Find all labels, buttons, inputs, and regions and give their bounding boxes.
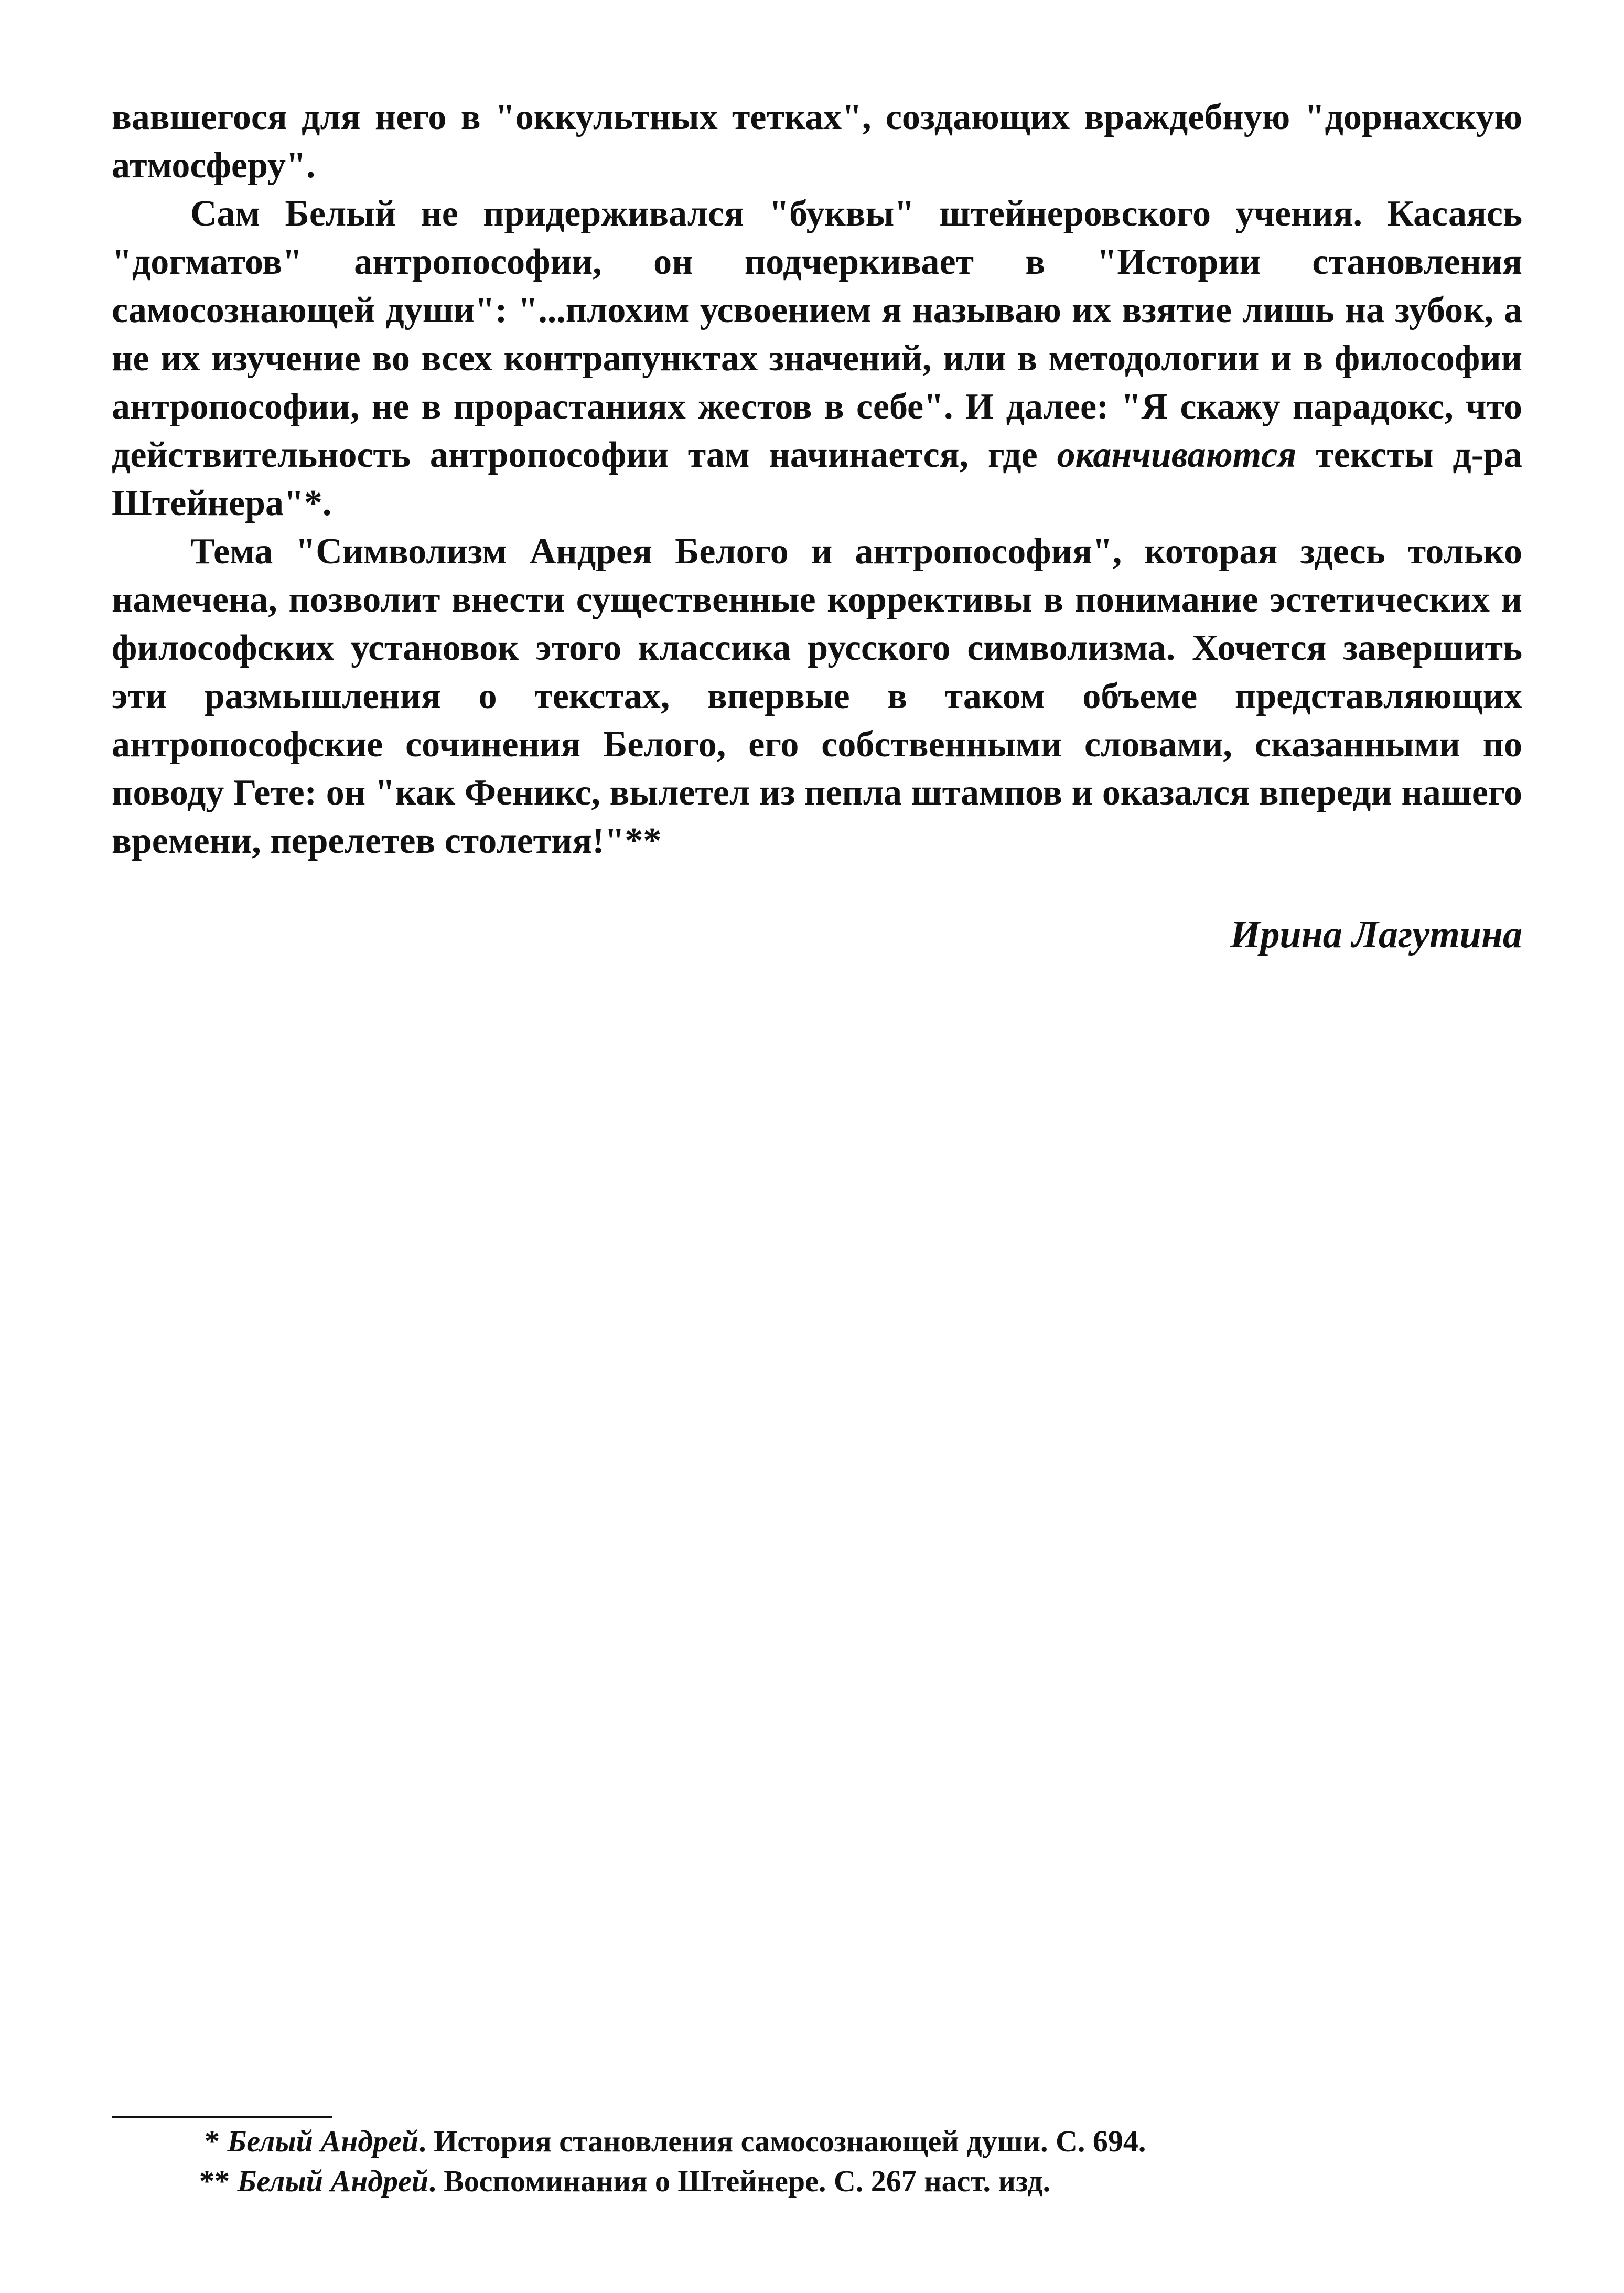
- emphasized-word: оканчиваются: [1057, 435, 1297, 475]
- footnote-text: . Воспоминания о Штейнере. С. 267 наст. изд.: [428, 2164, 1051, 2198]
- footnote-divider: [112, 2116, 332, 2118]
- paragraph-2: [112, 190, 1522, 528]
- footnote-1: [205, 2121, 1146, 2161]
- footnotes: [199, 2121, 1146, 2201]
- footnote-marker: *: [205, 2124, 220, 2158]
- footnote-author: Белый Андрей: [237, 2164, 429, 2198]
- footnote-marker: **: [199, 2164, 230, 2198]
- main-text: [112, 93, 1522, 865]
- paragraph-2-start: Сам Белый не придерживался "буквы" штейнеровского учения. Касаясь "догматов" антропософии, он подчеркивает в "Истории становления самосознающей души": "...плохим усвоением я называю их взятие лишь на зубок, а не их изучение во всех контрапунктах значений, или в методологии и в философии антропософии, не в прорастаниях жестов в себе". И далее: "Я скажу парадокс, что действительность антропософии там начинается, где: [112, 194, 1522, 475]
- footnote-author: Белый Андрей: [227, 2124, 419, 2158]
- author-signature: Ирина Лагутина: [1230, 913, 1522, 956]
- footnote-2: [199, 2161, 1146, 2201]
- paragraph-3: Тема "Символизм Андрея Белого и антропософия", которая здесь только намечена, позволит внести существенные коррективы в понимание эстетических и философских установок этого классика русского символизма. Хочется завершить эти размышления о текстах, впервые в таком объеме представляющих антропософские сочинения Белого, его собственными словами, сказанными по поводу Гете: он "как Феникс, вылетел из пепла штампов и оказался впереди нашего времени, перелетев столетия!"**: [112, 531, 1522, 861]
- paragraph-1: вавшегося для него в "оккультных тетках", создающих враждебную "дорнахскую атмосферу".: [112, 97, 1522, 186]
- paragraph-2-end: тексты д-ра Штейнера"*.: [112, 435, 1522, 523]
- footnote-text: . История становления самосознающей души. С. 694.: [418, 2124, 1146, 2158]
